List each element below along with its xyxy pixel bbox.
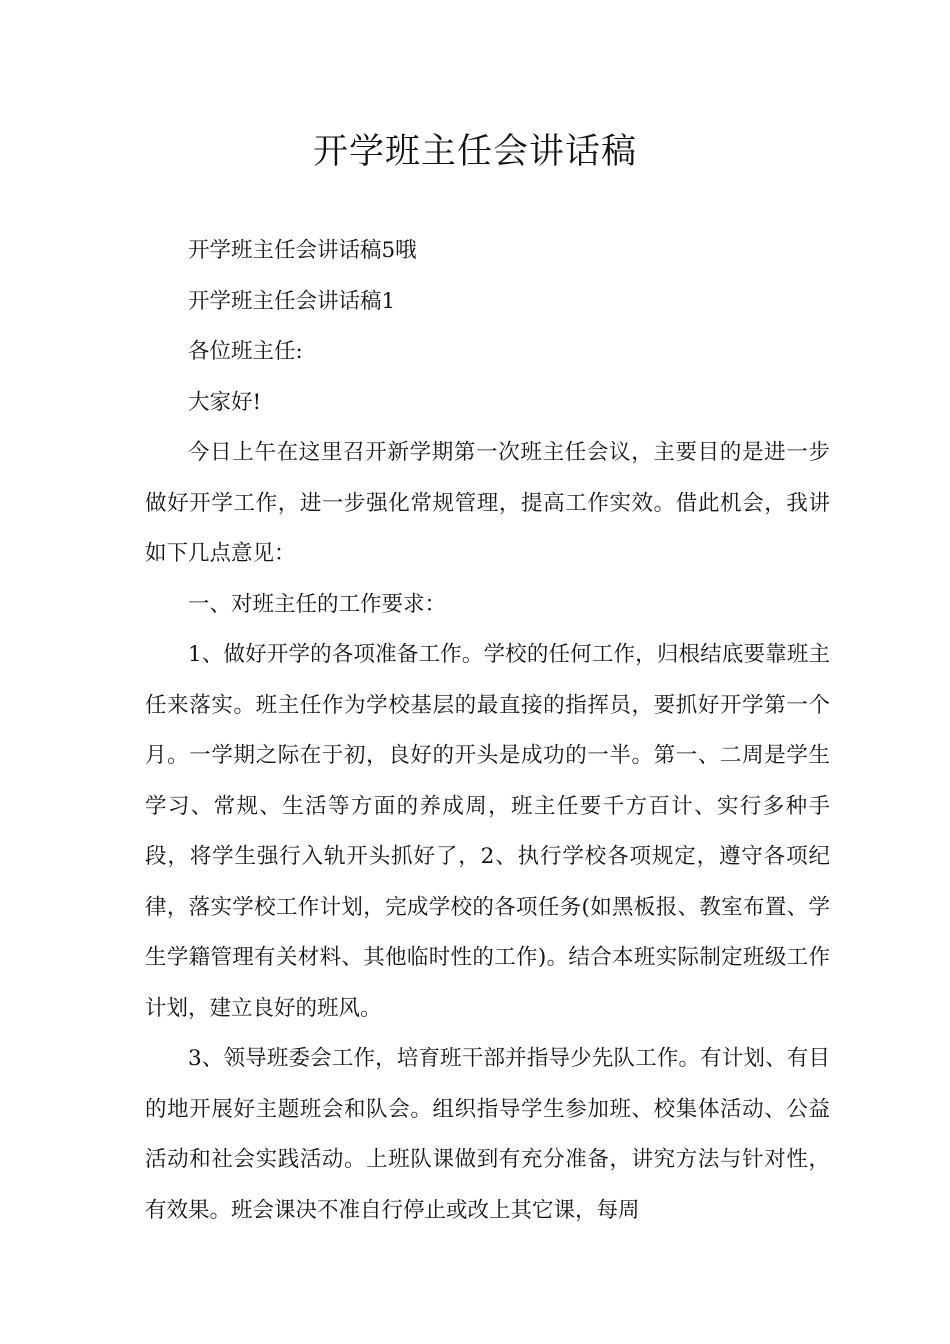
paragraph-heading-requirements: 一、对班主任的工作要求：: [188, 591, 447, 617]
paragraph-item-1: 1、做好开学的各项准备工作。学校的任何工作，归根结底要靠班主任来落实。班主任作为学校基层的最直接的指挥员，要抓好开学第一个月。一学期之际在于初，良好的开头是成功的一半。第一、二周是学生学习、常规、生活等方面的养成周，班主任要千方百计、实行多种手段，将学生强行入轨开头抓好了，2、执行学校各项规定，遵守各项纪律，落实学校工作计划，完成学校的各项任务(如黑板报、教室布置、学生学籍管理有关材料、其他临时性的工作)。结合本班实际制定班级工作计划，建立良好的班风。: [145, 642, 830, 1021]
document-title: 开学班主任会讲话稿: [312, 132, 637, 172]
paragraph-salutation: 各位班主任:: [188, 339, 303, 364]
paragraph-section-title: 开学班主任会讲话稿1: [188, 288, 396, 314]
paragraph-item-3: 3、领导班委会工作，培育班干部并指导少先队工作。有计划、有目的地开展好主题班会和队会。组织指导学生参加班、校集体活动、公益活动和社会实践活动。上班队课做到有充分准备，讲究方法与针对性，有效果。班会课决不准自行停止或改上其它课，每周: [145, 1046, 830, 1223]
document-body: [145, 226, 830, 1236]
paragraph-subtitle: 开学班主任会讲话稿5哦: [188, 238, 417, 263]
paragraph-greeting: 大家好!: [188, 389, 262, 415]
paragraph-intro: 今日上午在这里召开新学期第一次班主任会议，主要目的是进一步做好开学工作，进一步强化常规管理，提高工作实效。借此机会，我讲如下几点意见：: [145, 440, 830, 566]
